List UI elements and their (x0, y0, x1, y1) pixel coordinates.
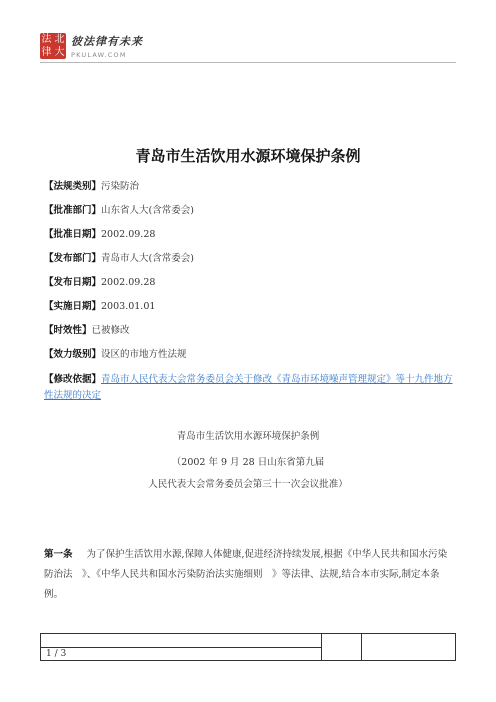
logo-domain: PKULAW.COM (71, 51, 127, 59)
meta-row-amendment (44, 372, 456, 404)
footer-divider (321, 634, 322, 660)
seal-char: 律 (41, 47, 52, 58)
footer-divider (361, 634, 362, 660)
footer-divider (41, 647, 321, 648)
meta-key: 【批准部门】 (44, 205, 102, 216)
article-text: 为了保护生活饮用水源,保障人体健康,促进经济持续发展,根据《中华人民共和国水污染防治法 》、《中华人民共和国水污染防治法实施细则 》等法律、法规,结合本市实际,制定本条例。 (44, 549, 448, 600)
article-1 (44, 545, 456, 605)
meta-key: 【实施日期】 (44, 301, 102, 312)
meta-key: 【效力级别】 (44, 349, 102, 360)
logo-name: 彼法律有未来 (71, 35, 143, 48)
meta-row (44, 252, 456, 276)
logo-seal (40, 33, 66, 59)
meta-key: 【修改依据】 (44, 374, 102, 385)
meta-value: 已被修改 (91, 325, 130, 336)
meta-row (44, 348, 456, 372)
amendment-link[interactable]: 青岛市人民代表大会常务委员会关于修改《青岛市环境噪声管理规定》等十九件地方性法规的决定 (44, 374, 453, 401)
seal-char: 北 (54, 34, 65, 45)
meta-value: 2002.09.28 (101, 277, 156, 288)
article-label: 第一条 (44, 549, 73, 560)
site-logo (40, 33, 143, 59)
meta-value: 青岛市人大(含常委会) (101, 253, 194, 264)
adoption-note-line-1: （2002 年 9 月 28 日山东省第九届 (171, 457, 325, 468)
law-subtitle: 青岛市生活饮用水源环境保护条例 (176, 431, 320, 442)
meta-value: 2002.09.28 (101, 229, 156, 240)
adoption-note-line-2: 人民代表大会常务委员会第三十一次会议批准） (148, 479, 348, 490)
meta-key: 【发布部门】 (44, 253, 102, 264)
page-footer (40, 633, 456, 661)
meta-key: 【发布日期】 (44, 277, 102, 288)
meta-value: 设区的市地方性法规 (101, 349, 187, 360)
meta-value: 2003.01.01 (101, 301, 156, 312)
page-number: 1 / 3 (46, 649, 67, 659)
meta-row (44, 228, 456, 252)
document-title: 青岛市生活饮用水源环境保护条例 (135, 147, 361, 165)
meta-value: 山东省人大(含常委会) (101, 205, 194, 216)
meta-key: 【时效性】 (44, 325, 92, 336)
seal-char: 大 (54, 47, 65, 58)
meta-key: 【批准日期】 (44, 229, 102, 240)
metadata-list (44, 180, 456, 410)
meta-key: 【法规类别】 (44, 181, 102, 192)
meta-row (44, 180, 456, 204)
meta-row (44, 300, 456, 324)
seal-char: 法 (41, 34, 52, 45)
meta-value: 污染防治 (101, 181, 140, 192)
meta-row (44, 276, 456, 300)
meta-row (44, 324, 456, 348)
meta-row (44, 204, 456, 228)
header-divider (40, 62, 456, 63)
